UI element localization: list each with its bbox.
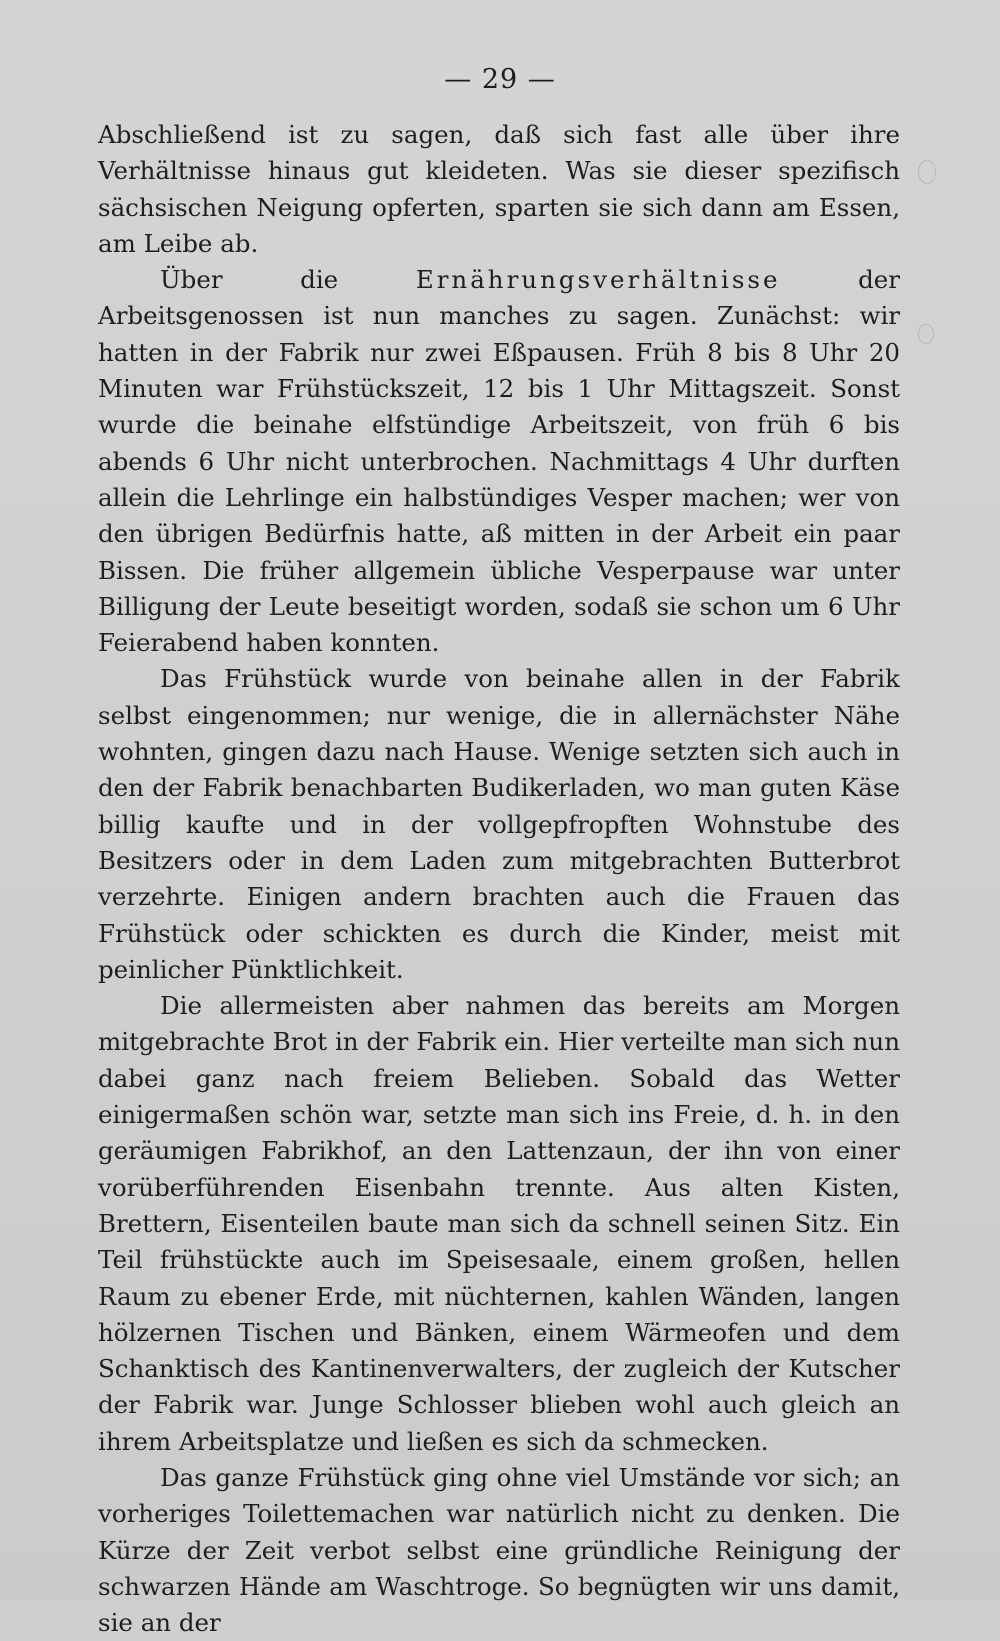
paper-speck bbox=[918, 324, 934, 344]
paper-speck bbox=[918, 160, 936, 184]
paragraph-text: Über die bbox=[160, 265, 416, 295]
paragraph bbox=[98, 262, 900, 661]
paragraph bbox=[98, 661, 900, 988]
paragraph-text: Abschließend ist zu sagen, daß sich fast alle über ihre Verhältnisse hinaus gut kleideten. Was sie dieser spezifisch sächsischen Neigung opferten, sparten sie sich dann am Essen, am Leibe ab. bbox=[98, 120, 900, 258]
paragraph-text: der Arbeitsgenossen ist nun manches zu sagen. Zunächst: wir hatten in der Fabrik nur zwei Eßpausen. Früh 8 bis 8 Uhr 20 Minuten war Frühstückszeit, 12 bis 1 Uhr Mittagszeit. Sonst wurde die beinahe elfstündige Arbeitszeit, von früh 6 bis abends 6 Uhr nicht unterbrochen. Nachmittags 4 Uhr durften allein die Lehrlinge ein halbstündiges Vesper machen; wer von den übrigen Bedürfnis hatte, aß mitten in der Arbeit ein paar Bissen. Die früher allgemein übliche Vesperpause war unter Billigung der Leute beseitigt worden, sodaß sie schon um 6 Uhr Feierabend haben konnten. bbox=[98, 265, 900, 658]
page-number: — 29 — bbox=[444, 64, 556, 95]
paragraph bbox=[98, 1460, 900, 1641]
paragraph-text: Das Frühstück wurde von beinahe allen in der Fabrik selbst eingenommen; nur wenige, die in allernächster Nähe wohnten, gingen dazu nach Hause. Wenige setzten sich auch in den der Fabrik benachbarten Budikerladen, wo man guten Käse billig kaufte und in der vollgepfropften Wohnstube des Besitzers oder in dem Laden zum mitgebrachten Butterbrot verzehrte. Einigen andern brachten auch die Frauen das Frühstück oder schickten es durch die Kinder, meist mit peinlicher Pünktlichkeit. bbox=[98, 664, 900, 984]
paragraph-text: Das ganze Frühstück ging ohne viel Umstände vor sich; an vorheriges Toilettemachen war natürlich nicht zu denken. Die Kürze der Zeit verbot selbst eine gründliche Reinigung der schwarzen Hände am Waschtroge. So begnügten wir uns damit, sie an der bbox=[98, 1462, 900, 1638]
emphasized-term: Ernährungsverhältnisse bbox=[415, 265, 781, 295]
paragraph bbox=[98, 988, 900, 1460]
paragraph bbox=[98, 117, 900, 262]
paragraph-text: Die allermeisten aber nahmen das bereits am Morgen mitgebrachte Brot in der Fabrik ein. Hier verteilte man sich nun dabei ganz nach freiem Belieben. Sobald das Wetter einigermaßen schön war, setzte man sich ins Freie, d. h. in den geräumigen Fabrikhof, an den Lattenzaun, der ihn von einer vorüberführenden Eisenbahn trennte. Aus alten Kisten, Brettern, Eisenteilen baute man sich da schnell seinen Sitz. Ein Teil frühstückte auch im Speisesaale, einem großen, hellen Raum zu ebener Erde, mit nüchternen, kahlen Wänden, langen hölzernen Tischen und Bänken, einem Wärmeofen und dem Schanktisch des Kantinenverwalters, der zugleich der Kutscher der Fabrik war. Junge Schlosser blieben wohl auch gleich an ihrem Arbeitsplatze und ließen es sich da schmecken. bbox=[98, 991, 900, 1456]
body-text bbox=[98, 117, 900, 1641]
